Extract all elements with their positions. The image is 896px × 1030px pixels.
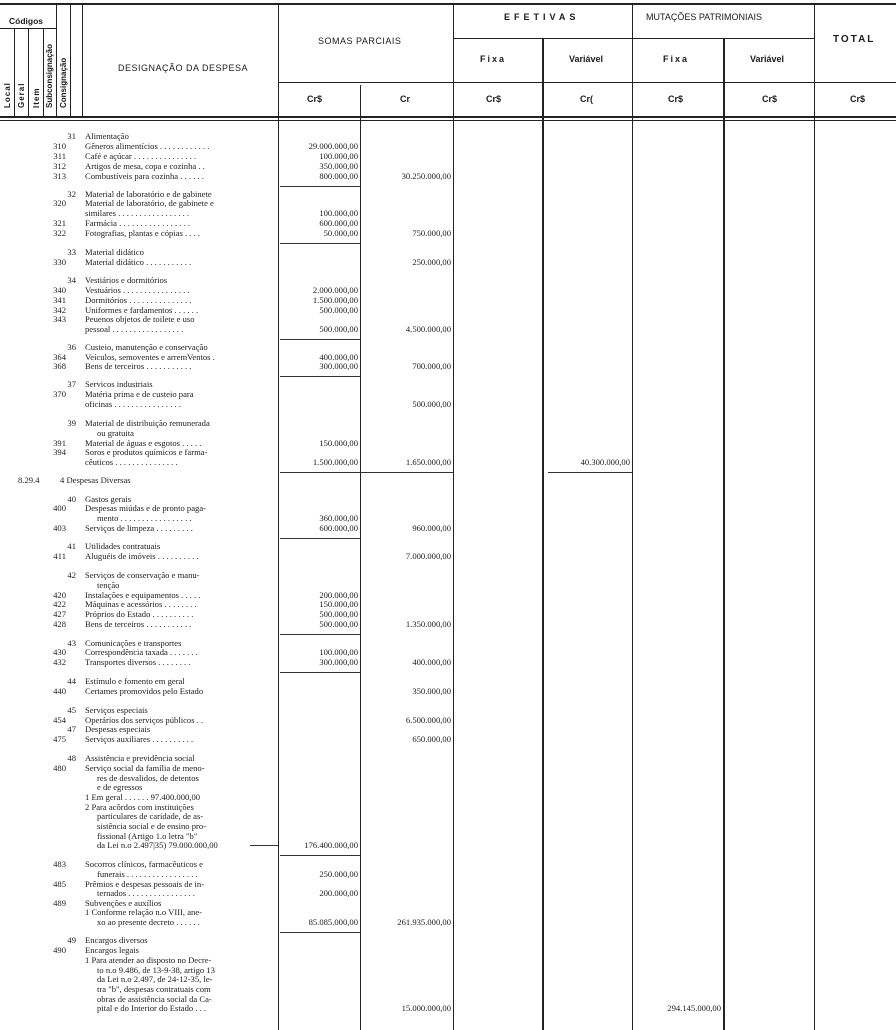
col-line-desig — [82, 3, 83, 116]
currency-efet-fixa: Cr$ — [486, 94, 502, 104]
consignacao-label: Consignação — [59, 57, 68, 108]
item-description: Operários dos serviços públicos . . — [85, 716, 204, 725]
item-description: Despesas especiais — [85, 725, 151, 734]
item-code: 411 — [53, 551, 66, 561]
amount-a1: 29.000.000,00 — [308, 141, 358, 151]
item-description: pessoal . . . . . . . . . . . . . . . . . — [85, 325, 184, 334]
section-title: 4 Despesas Diversas — [60, 475, 131, 485]
item-description: Material de águas e esgotos . . . . . — [85, 439, 202, 448]
amount-a2: 960.000,00 — [412, 523, 451, 533]
item-description: ternados . . . . . . . . . . . . . . . . — [97, 889, 195, 898]
item-code: 483 — [53, 859, 66, 869]
item-description: Socorros clínicos, farmacêuticos e — [85, 860, 203, 869]
amount-a1: 100.000,00 — [319, 647, 358, 657]
subtotal-rule — [360, 472, 453, 473]
item-description: Serviços auxiliares . . . . . . . . . . — [85, 735, 194, 744]
amount-a1: 500.000,00 — [319, 305, 358, 315]
item-code: 432 — [53, 657, 66, 667]
subtotal-rule — [280, 855, 360, 856]
item-code: 311 — [53, 151, 66, 161]
item-code: 330 — [53, 257, 66, 267]
item-code: 427 — [53, 609, 66, 619]
item-code: 322 — [53, 228, 66, 238]
amount-a1: 500.000,00 — [319, 609, 358, 619]
subconsignacao-label: Subconsignação — [45, 43, 54, 108]
amount-a2: 650.000,00 — [412, 734, 451, 744]
item-code: 370 — [53, 389, 66, 399]
item-code: 489 — [53, 898, 66, 908]
item-description: Material didático — [85, 248, 144, 257]
item-description: fissional (Artigo 1.o letra "b" — [97, 832, 198, 841]
subtotal-rule — [280, 672, 360, 673]
col-line-mut-var — [723, 38, 725, 1030]
consignacao-code: 31 — [67, 131, 76, 141]
item-description: Café e açúcar . . . . . . . . . . . . . . . — [85, 152, 197, 161]
item-code: 310 — [53, 141, 66, 151]
currency-efet-var: Cr( — [580, 94, 593, 104]
mut-variavel-label: Variável — [750, 54, 785, 64]
item-code: 342 — [53, 305, 66, 315]
col-line-item — [43, 28, 44, 116]
currency-mut-var: Cr$ — [762, 94, 778, 104]
item-description: Próprios do Estado . . . . . . . . . . — [85, 610, 194, 619]
item-description: 1 Para atender ao disposto no Decre- — [85, 956, 212, 965]
item-description: Vestiários e dormitórios — [85, 276, 168, 285]
amount-a1: 600.000,00 — [319, 218, 358, 228]
item-description: 1 Em geral . . . . . . 97.400.000,00 — [85, 793, 201, 802]
amount-a1: 300.000,00 — [319, 361, 358, 371]
item-description: sistência social e de ensino pro- — [97, 822, 207, 831]
item-code: 364 — [53, 352, 66, 362]
item-description: Utilidades contratuais — [85, 542, 161, 551]
item-code: 428 — [53, 619, 66, 629]
item-description: cêuticos . . . . . . . . . . . . . . . — [85, 458, 178, 467]
currency-total: Cr$ — [850, 94, 866, 104]
item-description: Comunicações e transportes — [85, 639, 182, 648]
item-description: Material de laboratório e de gabinete — [85, 190, 212, 199]
item-code: 321 — [53, 218, 66, 228]
item-description: Vestuários . . . . . . . . . . . . . . . . — [85, 286, 190, 295]
amount-a2: 500.000,00 — [412, 399, 451, 409]
item-description: Máquinas e acessórios . . . . . . . . — [85, 600, 197, 609]
item-description: res de desvalidos, de detentos — [97, 774, 199, 783]
item-code: 343 — [53, 314, 66, 324]
subtotal-rule — [280, 634, 360, 635]
mutacoes-label: MUTAÇÕES PATRIMONIAIS — [646, 12, 763, 22]
amount-a1: 200.000,00 — [319, 590, 358, 600]
designacao-label: DESIGNAÇÃO DA DESPESA — [118, 63, 249, 73]
item-description: tenção — [97, 581, 120, 590]
item-code: 422 — [53, 599, 66, 609]
col-line-sub — [56, 3, 57, 116]
item-description: oficinas . . . . . . . . . . . . . . . . — [85, 400, 181, 409]
amount-a2: 1.350.000,00 — [405, 619, 451, 629]
consignacao-code: 36 — [67, 342, 76, 352]
item-code: 475 — [53, 734, 66, 744]
consignacao-code: 49 — [67, 935, 76, 945]
item-description: Matéria prima e de custeio para — [85, 390, 194, 399]
item-label: Item — [32, 87, 41, 108]
consignacao-code: 43 — [67, 638, 76, 648]
item-description: Serviços especiais — [85, 706, 148, 715]
item-description: Dormitórios . . . . . . . . . . . . . . . — [85, 296, 192, 305]
total-label: TOTAL — [833, 34, 876, 45]
item-description: Assistência e previdência social — [85, 754, 195, 763]
consignacao-code: 37 — [67, 379, 76, 389]
item-description: 2 Para acôrdos com instituições — [85, 803, 194, 812]
col-line-local — [14, 28, 15, 116]
amount-a1: 200.000,00 — [319, 888, 358, 898]
item-description: xo ao presente decreto . . . . . . — [97, 918, 200, 927]
subtotal-rule — [250, 845, 278, 846]
amount-a1: 500.000,00 — [319, 324, 358, 334]
item-description: funerais . . . . . . . . . . . . . . . . . — [97, 870, 198, 879]
consignacao-code: 48 — [67, 753, 76, 763]
item-code: 368 — [53, 361, 66, 371]
consignacao-code: 39 — [67, 418, 76, 428]
item-code: 320 — [53, 198, 66, 208]
amount-a4: 40.300.000,00 — [580, 457, 630, 467]
amount-a1: 100.000,00 — [319, 208, 358, 218]
item-description: ou gratuita — [97, 429, 134, 438]
amount-a1: 350.000,00 — [319, 161, 358, 171]
amount-a1: 250.000,00 — [319, 869, 358, 879]
item-description: Material de distribuição remunerada — [85, 419, 210, 428]
item-description: Gastos gerais — [85, 495, 132, 504]
item-description: da Lei n.o 2.497, de 24-12-35, le- — [97, 975, 213, 984]
consignacao-code: 41 — [67, 541, 76, 551]
amount-a2: 250.000,00 — [412, 257, 451, 267]
subtotal-rule — [280, 538, 360, 539]
item-description: Despesas miúdas e de pronto paga- — [85, 504, 206, 513]
codigos-label: Códigos — [9, 16, 43, 26]
col-line-soma2 — [360, 85, 361, 1030]
currency-soma2: Cr — [400, 94, 411, 104]
subtotal-rule — [280, 932, 360, 933]
item-description: Custeio, manutenção e conservação — [85, 343, 208, 352]
subtotal-rule — [280, 186, 360, 187]
item-description: Alimentação — [85, 132, 129, 141]
item-description: similares . . . . . . . . . . . . . . . . . — [85, 209, 190, 218]
item-description: obras de assistência social da Ca- — [97, 995, 212, 1004]
amount-a1: 1.500.000,00 — [312, 295, 358, 305]
amount-a1: 400.000,00 — [319, 352, 358, 362]
subtotal-rule — [548, 472, 632, 473]
item-description: Servicos industriais — [85, 380, 153, 389]
item-description: da Lei n.o 2.497|35) 79.000.000,00 — [97, 841, 218, 850]
consignacao-code: 33 — [67, 247, 76, 257]
subtotal-rule — [280, 376, 360, 377]
item-description: Serviços de limpeza . . . . . . . . . — [85, 524, 193, 533]
currency-mut-fixa: Cr$ — [668, 94, 684, 104]
geral-label: Geral — [17, 82, 26, 108]
mut-fixa-label: Fixa — [663, 54, 690, 64]
amount-a5: 294.145.000,00 — [667, 1003, 721, 1013]
amount-a1: 800.000,00 — [319, 171, 358, 181]
amount-a1: 100.000,00 — [319, 151, 358, 161]
item-code: 341 — [53, 295, 66, 305]
amount-a2: 6.500.000,00 — [405, 715, 451, 725]
amount-a2: 750.000,00 — [412, 228, 451, 238]
amount-a1: 500.000,00 — [319, 619, 358, 629]
efet-fixa-label: Fixa — [480, 54, 507, 64]
item-description: Serviço social da família de meno- — [85, 764, 205, 773]
item-description: particulares de caridade, de as- — [97, 812, 204, 821]
amount-a2: 15.000.000,00 — [401, 1003, 451, 1013]
amount-a2: 400.000,00 — [412, 657, 451, 667]
item-description: Correspondência taxada . . . . . . . — [85, 648, 198, 657]
col-line-efet — [453, 3, 454, 1030]
item-description: Transportes diversos . . . . . . . . — [85, 658, 191, 667]
amount-a2: 261.935.000,00 — [397, 917, 451, 927]
consignacao-code: 34 — [67, 275, 76, 285]
col-line-geral — [28, 28, 29, 116]
item-code: 400 — [53, 503, 66, 513]
item-description: mento . . . . . . . . . . . . . . . . . — [97, 514, 192, 523]
item-code: 313 — [53, 171, 66, 181]
item-description: Encargos diversos — [85, 936, 148, 945]
col-line-mut — [632, 3, 633, 1030]
currency-soma1: Cr$ — [307, 94, 323, 104]
amount-a1: 1.500.000,00 — [312, 457, 358, 467]
item-description: Combustíveis para cozinha . . . . . . — [85, 172, 204, 181]
amount-a1: 2.000.000,00 — [312, 285, 358, 295]
item-description: Certames promovidos pelo Estado — [85, 687, 204, 696]
subtotal-rule — [280, 243, 360, 244]
item-description: Farmácia . . . . . . . . . . . . . . . . . — [85, 219, 191, 228]
item-code: 312 — [53, 161, 66, 171]
item-description: to n.o 9.486, de 13-9-38, artigo 13 — [97, 966, 215, 975]
consignacao-code: 42 — [67, 570, 76, 580]
amount-a1: 360.000,00 — [319, 513, 358, 523]
col-line-total — [814, 3, 815, 1030]
item-description: Serviços de conservação e manu- — [85, 571, 200, 580]
item-code: 454 — [53, 715, 66, 725]
consignacao-code: 45 — [67, 705, 76, 715]
item-description: Fotografias, plantas e cópias . . . . — [85, 229, 201, 238]
item-description: Gêneros alimentícios . . . . . . . . . . . . — [85, 142, 210, 151]
item-code: 485 — [53, 879, 66, 889]
item-code: 430 — [53, 647, 66, 657]
item-description: Peuenos objetos de toilete e uso — [85, 315, 195, 324]
col-line-efet-var — [542, 38, 544, 1030]
item-description: Encargos legais — [85, 946, 140, 955]
amount-a1: 300.000,00 — [319, 657, 358, 667]
amount-a1: 150.000,00 — [319, 438, 358, 448]
subtotal-rule — [280, 339, 360, 340]
item-description: Estímulo e fomento em geral — [85, 677, 185, 686]
item-description: Bens de terceiros . . . . . . . . . . . — [85, 620, 192, 629]
efetivas-label: EFETIVAS — [504, 12, 580, 22]
top-rule — [0, 3, 896, 5]
item-description: Soros e produtos químicos e farma- — [85, 448, 208, 457]
amount-a1: 50.000,00 — [323, 228, 358, 238]
item-description: Subvenções e auxílios — [85, 899, 162, 908]
item-description: e de egressos — [97, 783, 143, 792]
item-description: tra "b", despesas contratuais com — [97, 985, 211, 994]
consignacao-code: 32 — [67, 189, 76, 199]
efet-variavel-label: Variável — [569, 54, 604, 64]
item-code: 394 — [53, 447, 66, 457]
item-description: pital e do Interior do Estado . . . — [97, 1004, 207, 1013]
subtotal-rule — [280, 472, 360, 473]
amount-a1: 176.400.000,00 — [304, 840, 358, 850]
amount-a2: 1.650.000,00 — [405, 457, 451, 467]
item-description: Material de laboratório, de gabinete e — [85, 199, 214, 208]
item-description: Bens de terceiros . . . . . . . . . . . — [85, 362, 192, 371]
local-label: Local — [3, 82, 12, 108]
item-description: Instalações e equipamentos . . . . . — [85, 591, 201, 600]
consignacao-code: 47 — [67, 724, 76, 734]
consignacao-code: 44 — [67, 676, 76, 686]
item-description: Material didático . . . . . . . . . . . — [85, 258, 192, 267]
amount-a2: 4.500.000,00 — [405, 324, 451, 334]
item-description: Aluguéis de imóveis . . . . . . . . . . — [85, 552, 199, 561]
item-code: 340 — [53, 285, 66, 295]
item-code: 490 — [53, 945, 66, 955]
item-description: Prêmios e despesas pessoais de in- — [85, 880, 205, 889]
amount-a1: 85.085.000,00 — [308, 917, 358, 927]
item-description: Artigos de mesa, copa e cozinha . . — [85, 162, 205, 171]
item-description: Veículos, semoventes e arremVentos . — [85, 353, 215, 362]
item-description: Uniformes e fardamentos . . . . . . — [85, 306, 199, 315]
amount-a1: 600.000,00 — [319, 523, 358, 533]
item-code: 391 — [53, 438, 66, 448]
col-line-cons — [70, 3, 71, 116]
amount-a2: 7.000.000,00 — [405, 551, 451, 561]
efet-rule — [453, 38, 814, 39]
item-description: 1 Conforme relação n.o VIII, ane- — [85, 908, 203, 917]
item-code: 440 — [53, 686, 66, 696]
amount-a1: 150.000,00 — [319, 599, 358, 609]
consignacao-code: 40 — [67, 494, 76, 504]
item-code: 403 — [53, 523, 66, 533]
amount-a2: 700.000,00 — [412, 361, 451, 371]
header-rule-2 — [0, 120, 896, 121]
somas-parciais-label: SOMAS PARCIAIS — [318, 36, 402, 46]
amount-a2: 30.250.000,00 — [401, 171, 451, 181]
item-code: 480 — [53, 763, 66, 773]
header-bottom-rule — [0, 116, 896, 118]
local-code: 8.29.4 — [18, 475, 40, 485]
item-code: 420 — [53, 590, 66, 600]
amount-a2: 350.000,00 — [412, 686, 451, 696]
currency-rule — [278, 82, 896, 83]
